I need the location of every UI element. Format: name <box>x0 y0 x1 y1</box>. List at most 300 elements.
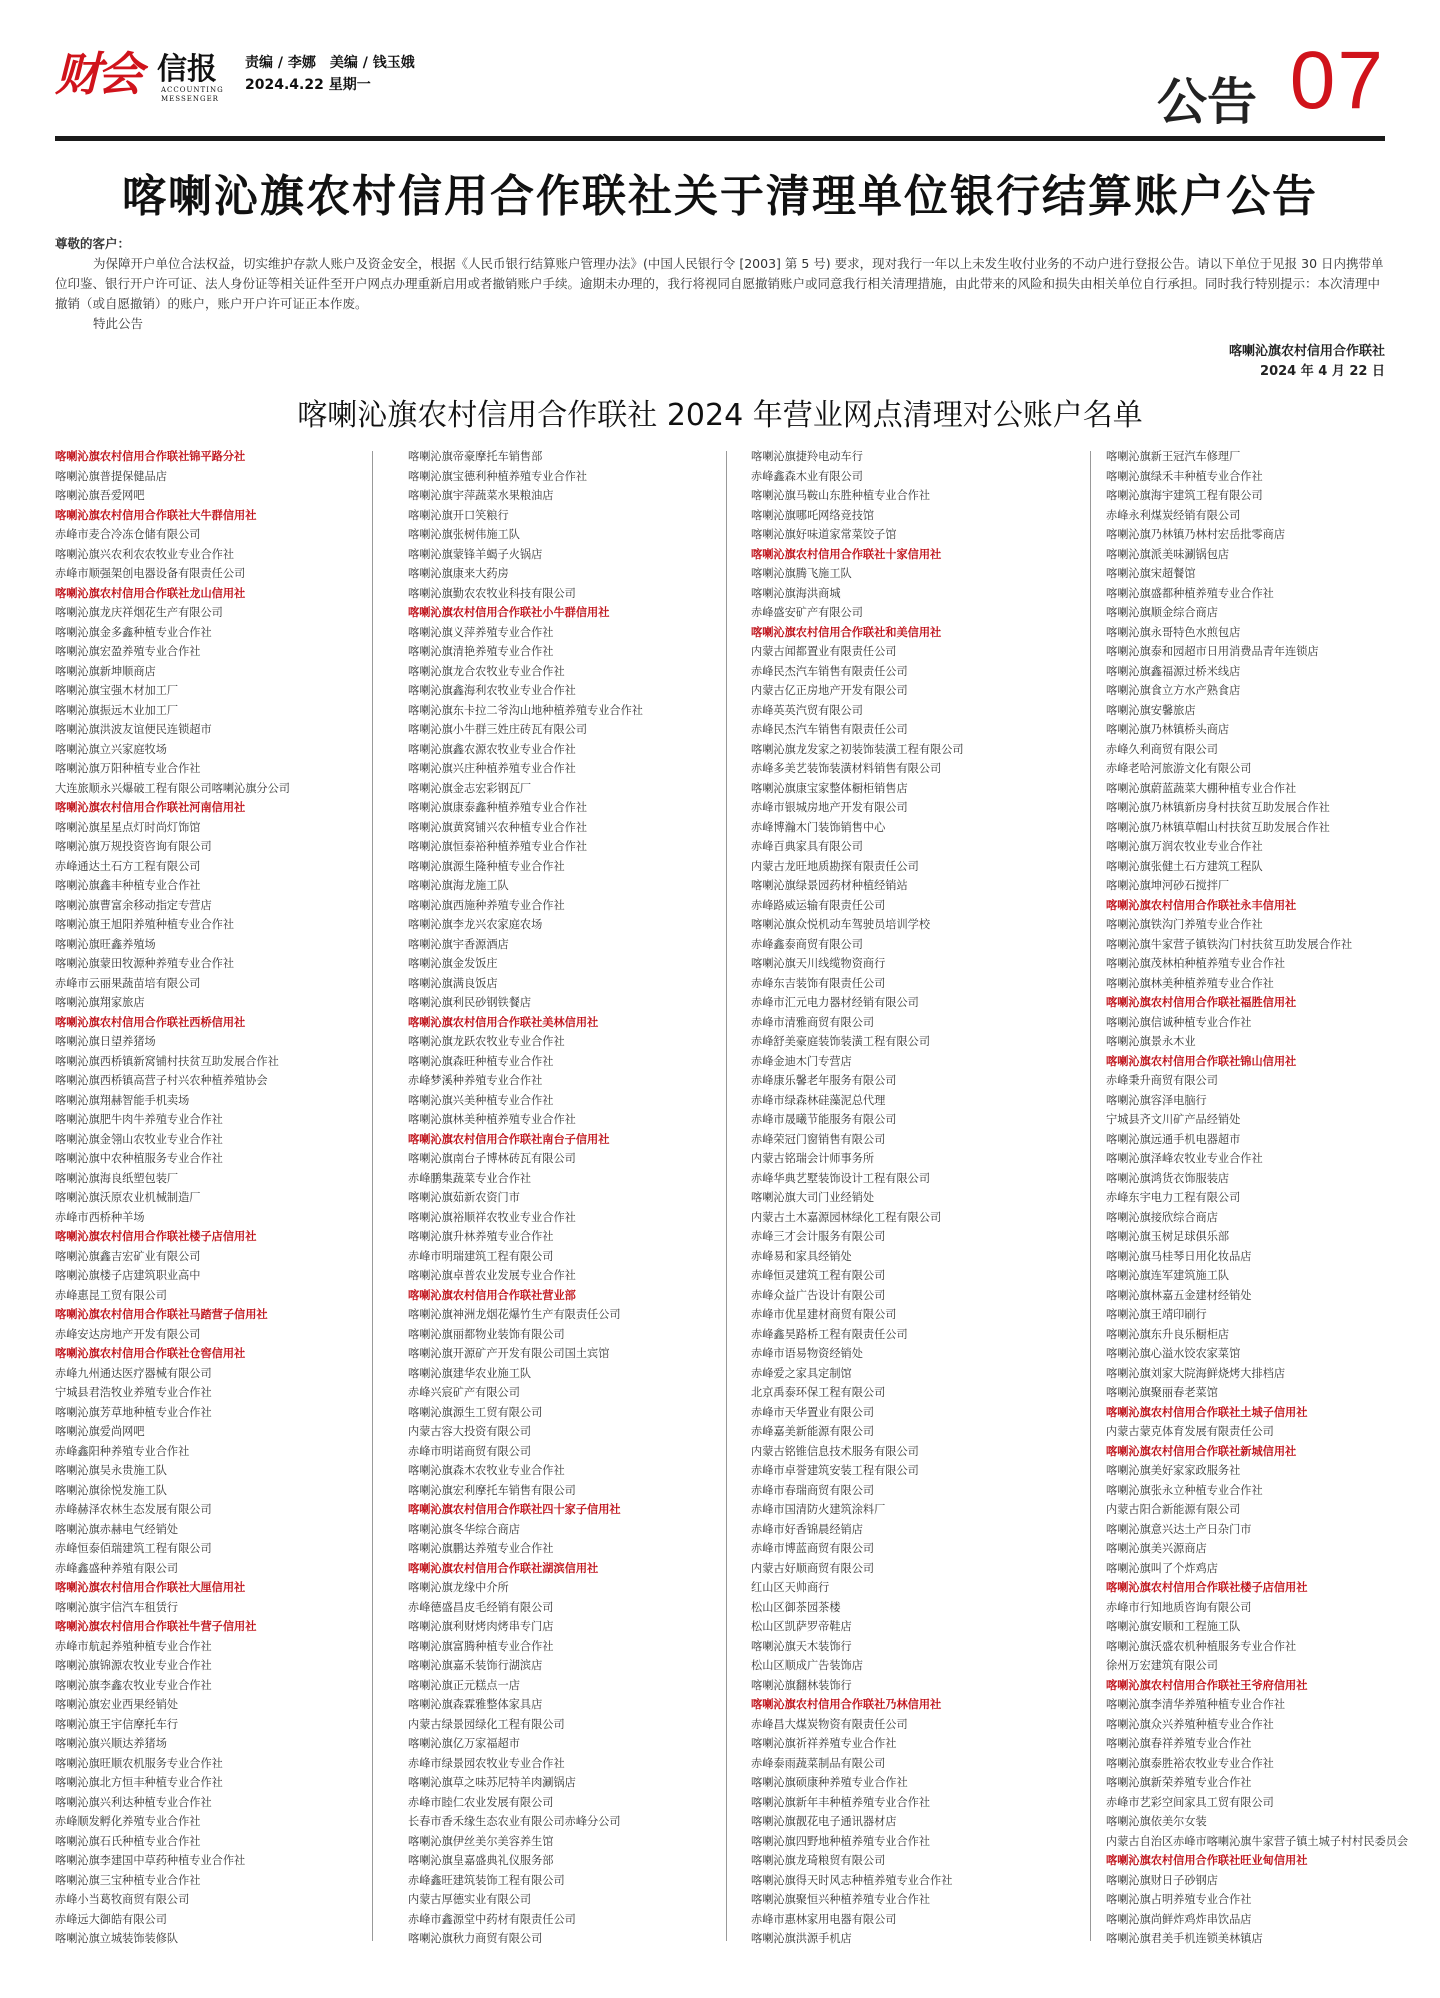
account-entry: 喀喇沁旗宝德利种植养殖专业合作社 <box>408 469 588 483</box>
account-entry: 喀喇沁旗兴美种植专业合作社 <box>408 1093 554 1107</box>
account-entry: 喀喇沁旗旺顺农机服务专业合作社 <box>55 1756 223 1770</box>
account-list <box>55 447 1409 1947</box>
newspaper-name: 信报 <box>157 52 217 87</box>
account-entry: 喀喇沁旗茹新农资门市 <box>408 1191 520 1204</box>
account-entry: 内蒙古阳合新能源有限公司 <box>1106 1503 1241 1516</box>
account-entry: 喀喇沁旗腾飞施工队 <box>751 567 852 580</box>
account-entry: 喀喇沁旗草之味苏尼特羊肉涮锅店 <box>408 1776 576 1789</box>
account-entry: 内蒙古亿正房地产开发有限公司 <box>751 684 908 697</box>
account-entry: 喀喇沁旗东升良乐橱柜店 <box>1106 1327 1230 1341</box>
account-entry: 北京禹泰环保工程有限公司 <box>751 1386 886 1399</box>
account-entry: 赤峰英英汽贸有限公司 <box>751 703 863 717</box>
account-entry: 内蒙古绿景园绿化工程有限公司 <box>408 1717 565 1731</box>
issue-date: 2024.4.22 星期一 <box>245 77 371 93</box>
account-entry: 喀喇沁旗冬华综合商店 <box>408 1522 520 1536</box>
account-entry: 喀喇沁旗心溢水饺农家菜馆 <box>1106 1347 1241 1360</box>
account-entry: 喀喇沁旗顺金综合商店 <box>1106 606 1218 619</box>
account-entry: 喀喇沁旗坤河砂石搅拌厂 <box>1106 879 1230 892</box>
account-entry: 赤峰华典艺墅装饰设计工程有限公司 <box>751 1171 931 1185</box>
account-entry: 喀喇沁旗新坤顺商店 <box>55 664 156 678</box>
account-entry: 喀喇沁旗正元糕点一店 <box>408 1678 520 1692</box>
account-entry: 喀喇沁旗利民砂钢铁餐店 <box>408 996 532 1009</box>
signature-date: 2024 年 4 月 22 日 <box>1260 364 1385 379</box>
account-entry: 喀喇沁旗普提保健品店 <box>55 469 167 483</box>
account-entry: 喀喇沁旗旺鑫养殖场 <box>55 937 156 951</box>
account-entry: 喀喇沁旗玉树足球俱乐部 <box>1106 1230 1230 1243</box>
branch-heading: 喀喇沁旗农村信用合作联社和美信用社 <box>751 625 942 639</box>
account-entry: 喀喇沁旗靓花电子通讯器材店 <box>751 1815 897 1828</box>
account-entry: 喀喇沁旗勤农农牧业科技有限公司 <box>408 586 576 600</box>
account-entry: 喀喇沁旗龙庆祥烟花生产有限公司 <box>55 606 223 619</box>
account-entry: 喀喇沁旗爱尚网吧 <box>55 1425 145 1438</box>
account-entry: 喀喇沁旗林美种植养殖专业合作社 <box>1106 976 1274 990</box>
account-entry: 赤峰九州通达医疗器械有限公司 <box>55 1366 212 1380</box>
notice-title: 喀喇沁旗农村信用合作联社关于清理单位银行结算账户公告 <box>122 171 1318 222</box>
account-entry: 赤峰市绿森林硅藻泥总代理 <box>751 1093 886 1107</box>
account-entry: 赤峰市航起养殖种植专业合作社 <box>55 1639 212 1653</box>
account-entry: 内蒙古自治区赤峰市喀喇沁旗牛家营子镇土城子村村民委员会 <box>1106 1834 1409 1848</box>
account-entry: 赤峰市好香锦晨经销店 <box>751 1522 863 1536</box>
account-entry: 喀喇沁旗泰和园超市日用消费品青年连锁店 <box>1106 645 1319 658</box>
account-entry: 喀喇沁旗王旭阳养殖种植专业合作社 <box>55 918 235 931</box>
account-entry: 松山区凯萨罗帝鞋店 <box>751 1620 852 1633</box>
branch-heading: 喀喇沁旗农村信用合作联社锦山信用社 <box>1106 1054 1297 1068</box>
account-entry: 赤峰市优星建材商贸有限公司 <box>751 1308 897 1321</box>
account-entry: 喀喇沁旗金翎山农牧业专业合作社 <box>55 1132 223 1146</box>
account-entry: 喀喇沁旗赤赫电气经销处 <box>55 1522 179 1536</box>
account-entry: 喀喇沁旗得天时风志种植养殖专业合作社 <box>751 1873 953 1887</box>
account-entry: 喀喇沁旗源生隆种植专业合作社 <box>408 859 565 873</box>
branch-heading: 喀喇沁旗农村信用合作联社湖滨信用社 <box>408 1561 599 1575</box>
account-entry: 喀喇沁旗李建国中草药种植专业合作社 <box>55 1854 246 1867</box>
account-entry: 喀喇沁旗北方恒丰种植专业合作社 <box>55 1776 223 1789</box>
account-entry: 喀喇沁旗叫了个炸鸡店 <box>1106 1561 1218 1575</box>
account-entry: 赤峰鑫盛种养殖有限公司 <box>55 1561 179 1575</box>
branch-heading: 喀喇沁旗农村信用合作联社龙山信用社 <box>55 586 246 600</box>
account-entry: 喀喇沁旗马鞍山东胜种植专业合作社 <box>751 489 931 502</box>
account-entry: 喀喇沁旗宇香源酒店 <box>408 937 509 951</box>
account-entry: 喀喇沁旗鑫农源农牧业专业合作社 <box>408 742 576 756</box>
masthead <box>55 35 1385 138</box>
logo-mark: 财会 <box>55 47 139 101</box>
account-entry: 赤峰鑫旺建筑装饰工程有限公司 <box>408 1873 565 1887</box>
account-entry: 喀喇沁旗派美味涮锅包店 <box>1106 547 1230 561</box>
account-entry: 赤峰爱之家具定制馆 <box>751 1366 852 1380</box>
account-entry: 喀喇沁旗兴庄种植养殖专业合作社 <box>408 762 576 775</box>
account-entry: 赤峰多美艺装饰装潢材料销售有限公司 <box>751 762 942 775</box>
account-entry: 赤峰鑫昊路桥工程有限责任公司 <box>751 1327 908 1341</box>
account-entry: 赤峰鑫泰商贸有限公司 <box>751 937 863 951</box>
account-entry: 喀喇沁旗吴永贵施工队 <box>55 1464 167 1477</box>
account-entry: 喀喇沁旗康泰鑫种植养殖专业合作社 <box>408 801 588 814</box>
account-entry: 喀喇沁旗洪波友谊便民连锁超市 <box>55 723 212 736</box>
account-entry: 赤峰顺发孵化养殖专业合作社 <box>55 1815 201 1828</box>
account-entry: 喀喇沁旗张树伟施工队 <box>408 528 520 541</box>
account-entry: 长春市香禾缘生态农业有限公司赤峰分公司 <box>408 1815 621 1828</box>
account-entry: 喀喇沁旗食立方水产熟食店 <box>1106 684 1241 697</box>
account-entry: 喀喇沁旗王宇信摩托车行 <box>55 1717 179 1731</box>
account-entry: 喀喇沁旗李龙兴农家庭农场 <box>408 918 543 931</box>
account-entry: 喀喇沁旗翔赫智能手机卖场 <box>55 1093 190 1107</box>
list-column-3 <box>751 447 1061 1949</box>
account-entry: 赤峰远大御皓有限公司 <box>55 1912 167 1926</box>
account-entry: 喀喇沁旗君美手机连锁美林镇店 <box>1106 1932 1263 1945</box>
account-entry: 喀喇沁旗春祥养殖专业合作社 <box>1106 1737 1252 1750</box>
branch-heading: 喀喇沁旗农村信用合作联社仓窖信用社 <box>55 1347 246 1360</box>
account-entry: 喀喇沁旗安顺和工程施工队 <box>1106 1620 1241 1633</box>
account-entry: 喀喇沁旗三宝种植专业合作社 <box>55 1873 201 1887</box>
header-rule <box>55 136 1385 141</box>
account-entry: 赤峰金迪木门专营店 <box>751 1054 852 1068</box>
branch-heading: 喀喇沁旗农村信用合作联社锦平路分社 <box>55 450 246 463</box>
account-entry: 喀喇沁旗宋超餐馆 <box>1106 567 1196 580</box>
account-entry: 喀喇沁旗李鑫农牧业专业合作社 <box>55 1678 212 1692</box>
account-entry: 喀喇沁旗中农种植服务专业合作社 <box>55 1152 223 1165</box>
account-entry: 喀喇沁旗万规投资咨询有限公司 <box>55 840 212 853</box>
account-entry: 喀喇沁旗立兴家庭牧场 <box>55 742 167 756</box>
account-entry: 喀喇沁旗黄窝铺兴农种植专业合作社 <box>408 820 588 834</box>
account-entry: 喀喇沁旗富腾种植专业合作社 <box>408 1639 554 1653</box>
account-entry: 喀喇沁旗远通手机电器超市 <box>1106 1132 1241 1146</box>
account-entry: 松山区御茶园茶楼 <box>751 1600 841 1614</box>
account-entry: 红山区天帅商行 <box>751 1581 830 1594</box>
branch-heading: 喀喇沁旗农村信用合作联社土城子信用社 <box>1106 1405 1308 1419</box>
account-entry: 喀喇沁旗硕康种养殖专业合作社 <box>751 1776 908 1789</box>
account-entry: 喀喇沁旗林嘉五金建材经销处 <box>1106 1288 1252 1302</box>
account-entry: 喀喇沁旗金发饭庄 <box>408 957 498 970</box>
account-entry: 赤峰梦溪种养殖专业合作社 <box>408 1074 543 1087</box>
signature-org: 喀喇沁旗农村信用合作联社 <box>1228 344 1385 359</box>
account-entry: 喀喇沁旗日望养猪场 <box>55 1035 156 1048</box>
account-entry: 喀喇沁旗海龙施工队 <box>408 879 509 892</box>
notice-signature <box>1229 342 1385 382</box>
account-entry: 喀喇沁旗鑫海利农牧业专业合作社 <box>408 684 576 697</box>
account-entry: 喀喇沁旗卓普农业发展专业合作社 <box>408 1269 576 1282</box>
account-entry: 赤峰德盛昌皮毛经销有限公司 <box>408 1600 554 1614</box>
account-entry: 赤峰兴宸矿产有限公司 <box>408 1386 520 1399</box>
newspaper-logo <box>55 38 224 104</box>
newspaper-name-en: ACCOUNTING MESSENGER <box>161 86 224 103</box>
account-entry: 喀喇沁旗聚丽春老菜馆 <box>1106 1386 1218 1399</box>
account-entry: 喀喇沁旗张永立种植专业合作社 <box>1106 1483 1263 1497</box>
account-entry: 喀喇沁旗开口笑粮行 <box>408 508 509 522</box>
account-entry: 喀喇沁旗森木农牧业专业合作社 <box>408 1464 565 1477</box>
account-entry: 赤峰市顺强架创电器设备有限责任公司 <box>55 567 246 580</box>
account-entry: 喀喇沁旗小牛群三姓庄砖瓦有限公司 <box>408 723 588 736</box>
branch-heading: 喀喇沁旗农村信用合作联社王爷府信用社 <box>1106 1678 1308 1692</box>
account-entry: 赤峰泰雨蔬菜制品有限公司 <box>751 1756 886 1770</box>
account-entry: 喀喇沁旗祈祥养殖专业合作社 <box>751 1737 897 1750</box>
branch-heading: 喀喇沁旗农村信用合作联社大牛群信用社 <box>55 508 257 522</box>
account-entry: 喀喇沁旗茂林柏种植养殖专业合作社 <box>1106 957 1286 970</box>
branch-heading: 喀喇沁旗农村信用合作联社营业部 <box>408 1288 576 1302</box>
notice-body <box>55 234 1385 334</box>
account-entry: 喀喇沁旗兴农利农农牧业专业合作社 <box>55 547 235 561</box>
account-entry: 喀喇沁旗龙缘中介所 <box>408 1581 509 1594</box>
account-entry: 赤峰荣冠门窗销售有限公司 <box>751 1132 886 1146</box>
account-entry: 宁城县齐文川矿产品经销处 <box>1106 1113 1241 1126</box>
account-entry: 赤峰恒泰佰瑞建筑工程有限公司 <box>55 1542 212 1555</box>
account-entry: 喀喇沁旗鑫吉宏矿业有限公司 <box>55 1249 201 1263</box>
account-entry: 喀喇沁旗鸿货衣饰服装店 <box>1106 1171 1230 1185</box>
account-entry: 喀喇沁旗新王冠汽车修理厂 <box>1106 450 1241 463</box>
account-entry: 喀喇沁旗裕顺祥农牧业专业合作社 <box>408 1210 576 1224</box>
account-entry: 赤峰市天华置业有限公司 <box>751 1405 875 1419</box>
account-entry: 喀喇沁旗沃盛农机种植服务专业合作社 <box>1106 1639 1297 1653</box>
account-entry: 喀喇沁旗万润农牧业专业合作社 <box>1106 840 1263 853</box>
account-entry: 赤峰鑫森木业有限公司 <box>751 469 863 483</box>
account-entry: 赤峰市行知地质咨询有限公司 <box>1106 1600 1252 1614</box>
branch-heading: 喀喇沁旗农村信用合作联社牛营子信用社 <box>55 1620 257 1633</box>
account-entry: 赤峰市国清防火建筑涂料厂 <box>751 1503 886 1516</box>
account-entry: 内蒙古龙旺地质勘探有限责任公司 <box>751 859 919 873</box>
account-entry: 喀喇沁旗升林养殖专业合作社 <box>408 1230 554 1243</box>
account-entry: 喀喇沁旗金多鑫种植专业合作社 <box>55 625 212 639</box>
account-entry: 喀喇沁旗鑫福源过桥米线店 <box>1106 664 1241 678</box>
account-entry: 喀喇沁旗信诚种植专业合作社 <box>1106 1015 1252 1029</box>
account-entry: 喀喇沁旗乃林镇乃林村宏岳批零商店 <box>1106 528 1286 541</box>
account-entry: 赤峰市明瑞建筑工程有限公司 <box>408 1249 554 1263</box>
editorial-credits <box>245 52 415 96</box>
account-entry: 喀喇沁旗鹏达养殖专业合作社 <box>408 1542 554 1555</box>
account-entry: 喀喇沁旗振远木业加工厂 <box>55 703 179 717</box>
account-entry: 喀喇沁旗西桥镇高营子村兴农种植养殖协会 <box>55 1074 268 1087</box>
account-entry: 赤峰市艺彩空间家具工贸有限公司 <box>1106 1795 1274 1809</box>
account-entry: 喀喇沁旗众兴养殖种植专业合作社 <box>1106 1717 1274 1731</box>
account-entry: 赤峰市语易物资经销处 <box>751 1347 863 1360</box>
notice-paragraph: 为保障开户单位合法权益，切实维护存款人账户及资金安全，根据《人民币银行结算账户管理办法》(中国人民银行令 [2003] 第 5 号) 要求，现对我行一年以上未发生收付业务的不动户进行登报公告。请以下单位于见报 30 日内携带单位印鉴、银行开户许可证、法人身份证等相关证件至开户网点办理重新启用或者撤销账户手续。逾期未办理的，我行将视同自愿撤销账户或同意我行相关清理措施，由此带来的风险和损失由相关单位自行承担。同时我行特别提示：本次清理中撤销（或自愿撤销）的账户，账户开户许可证正本作废。 <box>55 256 1384 311</box>
account-entry: 喀喇沁旗新年丰种植养殖专业合作社 <box>751 1795 931 1809</box>
account-entry: 内蒙古铭锥信息技术服务有限公司 <box>751 1444 919 1458</box>
section-label: 公告 <box>1157 72 1257 131</box>
account-entry: 喀喇沁旗万阳种植专业合作社 <box>55 762 201 775</box>
account-entry: 喀喇沁旗帝豪摩托车销售部 <box>408 450 543 463</box>
account-entry: 喀喇沁旗张健土石方建筑工程队 <box>1106 859 1263 873</box>
account-entry: 喀喇沁旗新荣养殖专业合作社 <box>1106 1776 1252 1789</box>
account-entry: 赤峰惠昆工贸有限公司 <box>55 1288 167 1302</box>
account-entry: 内蒙古铭瑞会计师事务所 <box>751 1152 875 1165</box>
account-entry: 赤峰三才会计服务有限公司 <box>751 1230 886 1243</box>
account-entry: 喀喇沁旗开源矿产开发有限公司国土宾馆 <box>408 1347 610 1360</box>
account-entry: 赤峰市汇元电力器材经销有限公司 <box>751 996 919 1009</box>
account-entry: 喀喇沁旗源生工贸有限公司 <box>408 1405 543 1419</box>
account-entry: 喀喇沁旗康宝家整体橱柜销售店 <box>751 781 908 795</box>
column-divider <box>372 451 373 1941</box>
account-entry: 赤峰路威运输有限责任公司 <box>751 898 886 912</box>
branch-heading: 喀喇沁旗农村信用合作联社大厘信用社 <box>55 1581 246 1594</box>
account-entry: 赤峰众益广告设计有限公司 <box>751 1288 886 1302</box>
account-entry: 赤峰市银城房地产开发有限公司 <box>751 801 908 814</box>
account-entry: 喀喇沁旗乃林镇草帽山村扶贫互助发展合作社 <box>1106 820 1330 834</box>
account-entry: 喀喇沁旗森霖雅整体家具店 <box>408 1698 543 1711</box>
account-entry: 喀喇沁旗宇萍蔬菜水果粮油店 <box>408 489 554 502</box>
account-entry: 喀喇沁旗徐悦发施工队 <box>55 1483 167 1497</box>
account-entry: 喀喇沁旗西桥镇新窝铺村扶贫互助发展合作社 <box>55 1054 279 1068</box>
account-entry: 喀喇沁旗楼子店建筑职业高中 <box>55 1269 201 1282</box>
account-entry: 喀喇沁旗众悦机动车驾驶员培训学校 <box>751 918 931 931</box>
account-entry: 赤峰市清雅商贸有限公司 <box>751 1015 875 1029</box>
account-entry: 喀喇沁旗鑫丰种植专业合作社 <box>55 879 201 892</box>
account-entry: 赤峰市晟曦节能服务有限公司 <box>751 1113 897 1126</box>
account-entry: 喀喇沁旗哪吒网络竞技馆 <box>751 508 875 522</box>
account-entry: 喀喇沁旗洪源手机店 <box>751 1932 852 1945</box>
account-entry: 喀喇沁旗南台子博林砖瓦有限公司 <box>408 1152 576 1165</box>
account-entry: 赤峰市睦仁农业发展有限公司 <box>408 1795 554 1809</box>
account-entry: 喀喇沁旗海良纸塑包装厂 <box>55 1171 179 1185</box>
branch-heading: 喀喇沁旗农村信用合作联社美林信用社 <box>408 1015 599 1029</box>
account-entry: 喀喇沁旗王靖印刷行 <box>1106 1308 1207 1321</box>
account-entry: 喀喇沁旗龙合农牧业专业合作社 <box>408 664 565 678</box>
account-entry: 大连旅顺永兴爆破工程有限公司喀喇沁旗分公司 <box>55 781 290 795</box>
account-entry: 赤峰东吉装饰有限责任公司 <box>751 976 886 990</box>
account-entry: 喀喇沁旗泽峰农牧业专业合作社 <box>1106 1152 1263 1165</box>
list-column-1 <box>55 447 365 1949</box>
account-entry: 赤峰百典家具有限公司 <box>751 840 863 853</box>
branch-heading: 喀喇沁旗农村信用合作联社乃林信用社 <box>751 1698 942 1711</box>
account-entry: 喀喇沁旗宏业西果经销处 <box>55 1698 179 1711</box>
list-title: 喀喇沁旗农村信用合作联社 2024 年营业网点清理对公账户名单 <box>297 398 1143 433</box>
account-entry: 喀喇沁旗美好家家政服务社 <box>1106 1464 1241 1477</box>
account-entry: 喀喇沁旗宇信汽车租赁行 <box>55 1600 179 1614</box>
account-entry: 喀喇沁旗好味道家常菜饺子馆 <box>751 528 897 541</box>
column-divider <box>1090 451 1091 1941</box>
account-entry: 喀喇沁旗伊丝美尔美容养生馆 <box>408 1834 554 1848</box>
account-entry: 赤峰东宇电力工程有限公司 <box>1106 1191 1241 1204</box>
account-entry: 喀喇沁旗建华农业施工队 <box>408 1366 532 1380</box>
account-entry: 喀喇沁旗天川线缆物资商行 <box>751 957 886 970</box>
account-entry: 喀喇沁旗天木装饰行 <box>751 1639 852 1653</box>
account-entry: 赤峰赫泽农林生态发展有限公司 <box>55 1503 212 1516</box>
account-entry: 喀喇沁旗海宇建筑工程有限公司 <box>1106 489 1263 502</box>
account-entry: 喀喇沁旗沃原农业机械制造厂 <box>55 1191 201 1204</box>
account-entry: 喀喇沁旗恒泰裕种植养殖专业合作社 <box>408 840 588 853</box>
account-entry: 喀喇沁旗四野地种植养殖专业合作社 <box>751 1834 931 1848</box>
account-entry: 喀喇沁旗刘家大院海鲜烧烤大排档店 <box>1106 1366 1286 1380</box>
account-entry: 喀喇沁旗大司门业经销处 <box>751 1191 875 1204</box>
account-entry: 徐州万宏建筑有限公司 <box>1106 1659 1218 1672</box>
account-entry: 宁城县君浩牧业养殖专业合作社 <box>55 1386 212 1399</box>
account-entry: 喀喇沁旗林美种植养殖专业合作社 <box>408 1113 576 1126</box>
account-entry: 喀喇沁旗满良饭店 <box>408 976 498 990</box>
branch-heading: 喀喇沁旗农村信用合作联社十家信用社 <box>751 547 942 561</box>
branch-heading: 喀喇沁旗农村信用合作联社旺业甸信用社 <box>1106 1854 1308 1867</box>
account-entry: 喀喇沁旗乃林镇新房身村扶贫互助发展合作社 <box>1106 801 1330 814</box>
account-entry: 喀喇沁旗美兴源商店 <box>1106 1542 1207 1555</box>
account-entry: 喀喇沁旗锦源农牧业专业合作社 <box>55 1659 212 1672</box>
account-entry: 内蒙古厚德实业有限公司 <box>408 1893 532 1906</box>
account-entry: 喀喇沁旗铁沟门养殖专业合作社 <box>1106 918 1263 931</box>
account-entry: 喀喇沁旗秋力商贸有限公司 <box>408 1932 543 1945</box>
account-entry: 喀喇沁旗西施种养殖专业合作社 <box>408 898 565 912</box>
branch-heading: 喀喇沁旗农村信用合作联社河南信用社 <box>55 801 246 814</box>
account-entry: 喀喇沁旗丽都物业装饰有限公司 <box>408 1327 565 1341</box>
account-entry: 喀喇沁旗捷羚电动车行 <box>751 450 863 463</box>
list-column-2 <box>408 447 718 1949</box>
account-entry: 喀喇沁旗星星点灯时尚灯饰馆 <box>55 820 201 834</box>
account-entry: 喀喇沁旗翔家旅店 <box>55 996 145 1009</box>
account-entry: 喀喇沁旗接欣综合商店 <box>1106 1210 1218 1224</box>
account-entry: 喀喇沁旗占明养殖专业合作社 <box>1106 1893 1252 1906</box>
account-entry: 喀喇沁旗兴利达种植专业合作社 <box>55 1795 212 1809</box>
account-entry: 喀喇沁旗兴顺达养猪场 <box>55 1737 167 1750</box>
account-entry: 喀喇沁旗聚恒兴种植养殖专业合作社 <box>751 1893 931 1906</box>
account-entry: 赤峰通达土石方工程有限公司 <box>55 859 201 873</box>
account-entry: 喀喇沁旗肥牛肉牛养殖专业合作社 <box>55 1113 223 1126</box>
account-entry: 内蒙古好顺商贸有限公司 <box>751 1561 875 1575</box>
account-entry: 喀喇沁旗宏利摩托车销售有限公司 <box>408 1483 576 1497</box>
account-entry: 喀喇沁旗皇嘉盛典礼仪服务部 <box>408 1854 554 1867</box>
account-entry: 喀喇沁旗石氏种植专业合作社 <box>55 1834 201 1848</box>
account-entry: 喀喇沁旗曹富余移动指定专营店 <box>55 898 212 912</box>
account-entry: 赤峰昌大煤炭物资有限责任公司 <box>751 1717 908 1731</box>
branch-heading: 喀喇沁旗农村信用合作联社永丰信用社 <box>1106 898 1297 912</box>
account-entry: 赤峰民杰汽车销售有限责任公司 <box>751 664 908 678</box>
account-entry: 喀喇沁旗绿景园药材种植经销站 <box>751 879 908 892</box>
account-entry: 喀喇沁旗依美尔女装 <box>1106 1815 1207 1828</box>
account-entry: 赤峰易和家具经销处 <box>751 1249 852 1263</box>
account-entry: 赤峰嘉美新能源有限公司 <box>751 1425 875 1438</box>
account-entry: 赤峰市博蓝商贸有限公司 <box>751 1542 875 1555</box>
account-entry: 喀喇沁旗财日子砂钢店 <box>1106 1873 1218 1887</box>
account-entry: 喀喇沁旗海洪商城 <box>751 586 841 600</box>
account-entry: 赤峰鹏集蔬菜专业合作社 <box>408 1171 532 1185</box>
account-entry: 喀喇沁旗神洲龙烟花爆竹生产有限责任公司 <box>408 1308 621 1321</box>
branch-heading: 喀喇沁旗农村信用合作联社新城信用社 <box>1106 1444 1297 1458</box>
account-entry: 喀喇沁旗宝强木材加工厂 <box>55 684 179 697</box>
account-entry: 喀喇沁旗意兴达土产日杂门市 <box>1106 1522 1252 1536</box>
account-entry: 喀喇沁旗龙发家之初装饰装潢工程有限公司 <box>751 742 964 756</box>
branch-heading: 喀喇沁旗农村信用合作联社小牛群信用社 <box>408 606 610 619</box>
account-entry: 喀喇沁旗亿万家福超市 <box>408 1737 520 1750</box>
account-entry: 喀喇沁旗金志宏彩钢瓦厂 <box>408 781 532 795</box>
account-entry: 赤峰久利商贸有限公司 <box>1106 742 1218 756</box>
account-entry: 赤峰永利煤炭经销有限公司 <box>1106 508 1241 522</box>
account-entry: 喀喇沁旗绿禾丰种植专业合作社 <box>1106 469 1263 483</box>
account-entry: 赤峰市惠林家用电器有限公司 <box>751 1912 897 1926</box>
account-entry: 赤峰康乐馨老年服务有限公司 <box>751 1074 897 1087</box>
account-entry: 赤峰民杰汽车销售有限责任公司 <box>751 723 908 736</box>
account-entry: 喀喇沁旗永哥特色水煎包店 <box>1106 625 1241 639</box>
editor-credit: 责编 / 李娜 <box>245 55 316 71</box>
account-entry: 喀喇沁旗翻林装饰行 <box>751 1678 852 1692</box>
account-entry: 喀喇沁旗连军建筑施工队 <box>1106 1269 1230 1282</box>
account-entry: 喀喇沁旗蒙锋羊蝎子火锅店 <box>408 547 543 561</box>
account-entry: 赤峰博瀚木门装饰销售中心 <box>751 820 886 834</box>
designer-credit: 美编 / 钱玉娥 <box>329 55 415 71</box>
account-entry: 赤峰恒灵建筑工程有限公司 <box>751 1269 886 1282</box>
account-entry: 喀喇沁旗乃林镇桥头商店 <box>1106 723 1230 736</box>
account-entry: 赤峰舒美豪庭装饰装潢工程有限公司 <box>751 1035 931 1048</box>
account-entry: 喀喇沁旗森旺种植专业合作社 <box>408 1054 554 1068</box>
branch-heading: 喀喇沁旗农村信用合作联社西桥信用社 <box>55 1015 246 1029</box>
column-divider <box>726 451 727 1941</box>
account-entry: 喀喇沁旗泰胜裕农牧业专业合作社 <box>1106 1756 1274 1770</box>
branch-heading: 喀喇沁旗农村信用合作联社楼子店信用社 <box>55 1230 257 1243</box>
account-entry: 喀喇沁旗康来大药房 <box>408 567 509 580</box>
account-entry: 喀喇沁旗蒙田牧源种养殖专业合作社 <box>55 957 235 970</box>
account-entry: 赤峰小当葛牧商贸有限公司 <box>55 1893 190 1906</box>
branch-heading: 喀喇沁旗农村信用合作联社马踏营子信用社 <box>55 1308 268 1321</box>
account-entry: 赤峰安达房地产开发有限公司 <box>55 1327 201 1341</box>
account-entry: 松山区顺成广告装饰店 <box>751 1659 863 1672</box>
account-entry: 赤峰市麦合冷冻仓储有限公司 <box>55 528 201 541</box>
account-entry: 喀喇沁旗宏盈养殖专业合作社 <box>55 645 201 658</box>
account-entry: 赤峰市绿景园农牧业专业合作社 <box>408 1756 565 1770</box>
account-entry: 喀喇沁旗义萍养殖专业合作社 <box>408 625 554 639</box>
account-entry: 喀喇沁旗清艳养殖专业合作社 <box>408 645 554 658</box>
account-entry: 内蒙古闻都置业有限责任公司 <box>751 645 897 658</box>
branch-heading: 喀喇沁旗农村信用合作联社四十家子信用社 <box>408 1503 621 1516</box>
